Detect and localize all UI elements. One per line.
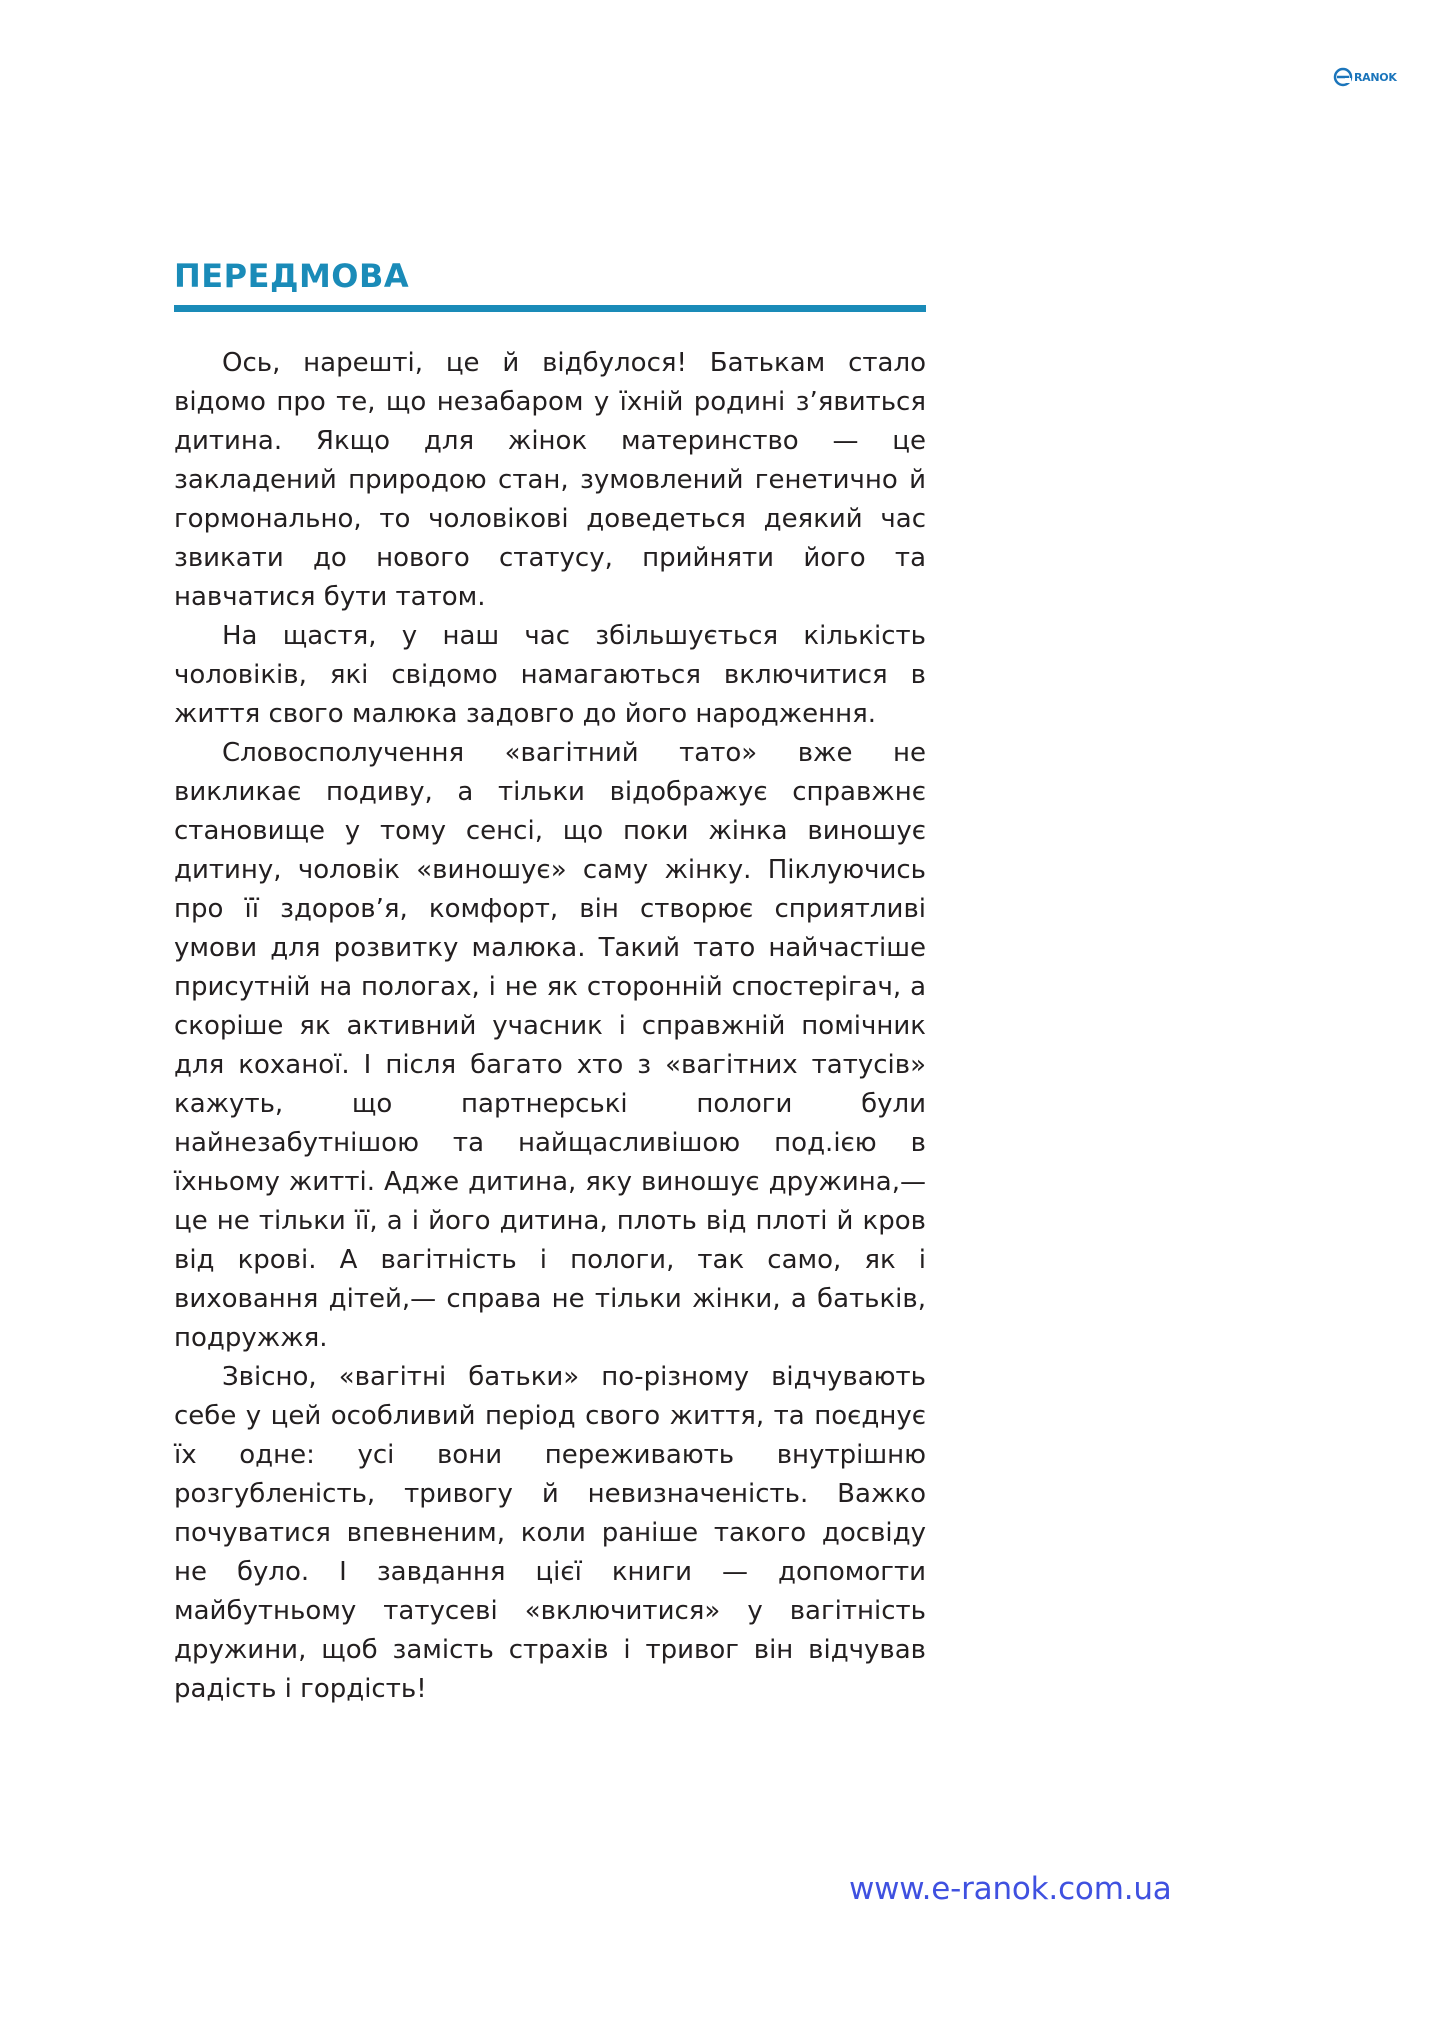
website-link[interactable]: www.e-ranok.com.ua xyxy=(849,1871,1172,1907)
section-header xyxy=(174,256,926,312)
paragraph: На щастя, у наш час збільшується кількість чоловіків, які свідомо намагаються включитися в життя свого малюка задовго до його народження. xyxy=(174,621,926,729)
logo-text: RANOK xyxy=(1354,70,1397,84)
section-title: ПЕРЕДМОВА xyxy=(174,257,410,295)
title-underline xyxy=(174,305,926,312)
e-logo-icon xyxy=(1333,67,1353,87)
publisher-logo xyxy=(1333,64,1399,90)
paragraph: Ось, нарешті, це й відбулося! Батькам стало відомо про те, що незабаром у їхній родині з’явиться дитина. Якщо для жінок материнство — це закладений природою стан, зумовлений генетично й гормонально, то чоловікові доведеться деякий час звикати до нового статусу, прийняти його та навчатися бути татом. xyxy=(174,348,926,612)
paragraph: Звісно, «вагітні батьки» по-різному відчувають себе у цей особливий період свого життя, та поєднує їх одне: усі вони переживають внутрішню розгубленість, тривогу й невизначеність. Важко почуватися впевненим, коли раніше такого досвіду не було. І завдання цієї книги — допомогти майбутньому татусеві «включитися» у вагітність дружини, щоб замість страхів і тривог він відчував радість і гордість! xyxy=(174,1362,926,1704)
paragraph: Словосполучення «вагітний тато» вже не викликає подиву, а тільки відображує справжнє становище у тому сенсі, що поки жінка виношує дитину, чоловік «виношує» саму жінку. Піклуючись про її здоров’я, комфорт, він створює сприятливі умови для розвитку малюка. Такий тато найчастіше присутній на пологах, і не як сторонній спостерігач, а скоріше як активний учасник і справжній помічник для коханої. І після багато хто з «вагітних татусів» кажуть, що партнерські пологи були найнезабутнішою та найщасливішою под.ією в їхньому житті. Адже дитина, яку виношує дружина,— це не тільки її, а і його дитина, плоть від плоті й кров від крові. А вагітність і пологи, так само, як і виховання дітей,— справа не тільки жінки, а батьків, подружжя. xyxy=(174,738,926,1353)
preface-body xyxy=(174,344,926,1709)
